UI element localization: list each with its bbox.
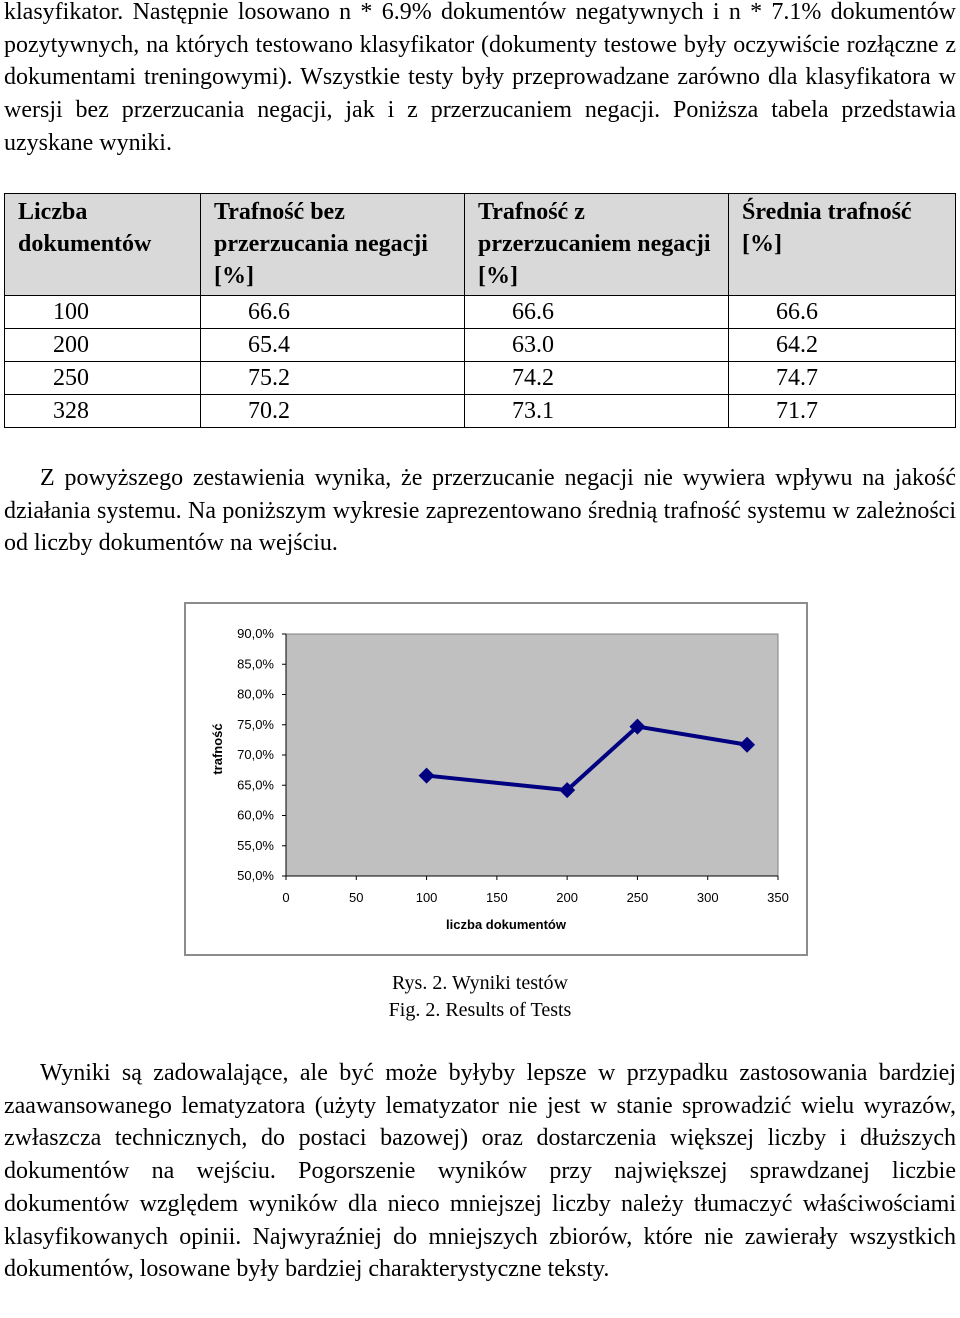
x-tick-label: 0 xyxy=(282,890,290,905)
table-header-row xyxy=(5,194,956,296)
header-accuracy-mean: Średnia trafność [%] xyxy=(729,194,956,296)
plot-area xyxy=(286,634,778,876)
x-tick-label: 150 xyxy=(486,890,508,905)
x-axis-title: liczba dokumentów xyxy=(446,917,566,932)
figure-caption-en: Fig. 2. Results of Tests xyxy=(388,999,572,1021)
y-tick-label: 90,0% xyxy=(237,626,274,641)
y-tick-label: 75,0% xyxy=(237,716,274,732)
x-tick-label: 300 xyxy=(696,890,719,905)
cell-accuracy-with: 63.0 xyxy=(465,329,729,362)
cell-accuracy-with: 66.6 xyxy=(465,296,729,329)
table-row xyxy=(5,296,956,329)
x-tick-label: 250 xyxy=(626,890,649,905)
paragraph-middle xyxy=(4,462,956,560)
y-tick-label: 55,0% xyxy=(237,837,274,853)
accuracy-chart xyxy=(186,604,806,954)
y-tick-label: 50,0% xyxy=(237,868,274,883)
y-axis-title: trafność xyxy=(210,723,225,775)
y-tick-label: 70,0% xyxy=(237,747,274,762)
y-tick-label: 65,0% xyxy=(237,777,274,793)
cell-accuracy-mean: 66.6 xyxy=(729,296,956,329)
cell-documents: 250 xyxy=(5,362,201,395)
cell-accuracy-without: 66.6 xyxy=(201,296,465,329)
header-documents: Liczba dokumentów xyxy=(5,194,201,296)
chart-frame xyxy=(184,602,808,956)
x-tick-label: 50 xyxy=(349,890,364,905)
header-accuracy-with: Trafność z przerzucaniem negacji [%] xyxy=(465,194,729,296)
table-row xyxy=(5,395,956,428)
header-accuracy-without: Trafność bez przerzucania negacji [%] xyxy=(201,194,465,296)
cell-accuracy-with: 74.2 xyxy=(465,362,729,395)
cell-accuracy-with: 73.1 xyxy=(465,395,729,428)
x-tick-label: 350 xyxy=(767,890,789,905)
cell-documents: 200 xyxy=(5,329,201,362)
y-tick-label: 80,0% xyxy=(237,686,274,702)
x-tick-label: 100 xyxy=(415,890,438,905)
figure-caption-pl: Rys. 2. Wyniki testów xyxy=(392,972,568,994)
results-table xyxy=(4,193,956,428)
cell-accuracy-without: 70.2 xyxy=(201,395,465,428)
cell-accuracy-mean: 71.7 xyxy=(729,395,956,428)
paragraph-middle-text: Z powyższego zestawienia wynika, że przerzucanie negacji nie wywiera wpływu na jakość działania systemu. Na poniższym wykresie zaprezentowano średnią trafność systemu w zależności od liczby dokumentów na wejściu. xyxy=(4,465,956,557)
y-tick-label: 85,0% xyxy=(237,656,274,672)
cell-accuracy-without: 75.2 xyxy=(201,362,465,395)
paragraph-bottom-text: Wyniki są zadowalające, ale być może byłyby lepsze w przypadku zastosowania bardziej zaawansowanego lematyzatora (użyty lematyzator nie jest w stanie sprowadzić wielu wyrazów, zwłaszcza technicznych, do postaci bazowej) oraz dostarczenia większej liczby i dłuższych dokumentów na wejściu. Pogorszenie wyników przy największej sprawdzanej liczbie dokumentów względem wyników dla nieco mniejszej liczby należy tłumaczyć właściwościami klasyfikowanych opinii. Najwyraźniej do mniejszych zbiorów, które nie zawierały wszystkich dokumentów, losowane były bardziej charakterystyczne teksty. xyxy=(4,1060,956,1283)
cell-documents: 100 xyxy=(5,296,201,329)
y-tick-label: 60,0% xyxy=(237,807,274,823)
cell-accuracy-mean: 64.2 xyxy=(729,329,956,362)
cell-accuracy-without: 65.4 xyxy=(201,329,465,362)
table-row xyxy=(5,362,956,395)
x-tick-label: 200 xyxy=(556,890,578,905)
table-row xyxy=(5,329,956,362)
cell-accuracy-mean: 74.7 xyxy=(729,362,956,395)
cell-documents: 328 xyxy=(5,395,201,428)
paragraph-bottom xyxy=(4,1057,956,1286)
paragraph-top: klasyfikator. Następnie losowano n * 6.9% dokumentów negatywnych i n * 7.1% dokumentów pozytywnych, na których testowano klasyfikator (dokumenty testowe były oczywiście rozłączne z dokumentami treningowymi). Wszystkie testy były przeprowadzane zarówno dla klasyfikatora w wersji bez przerzucania negacji, jak i z przerzucaniem negacji. Poniższa tabela przedstawia uzyskane wyniki. xyxy=(4,0,956,156)
